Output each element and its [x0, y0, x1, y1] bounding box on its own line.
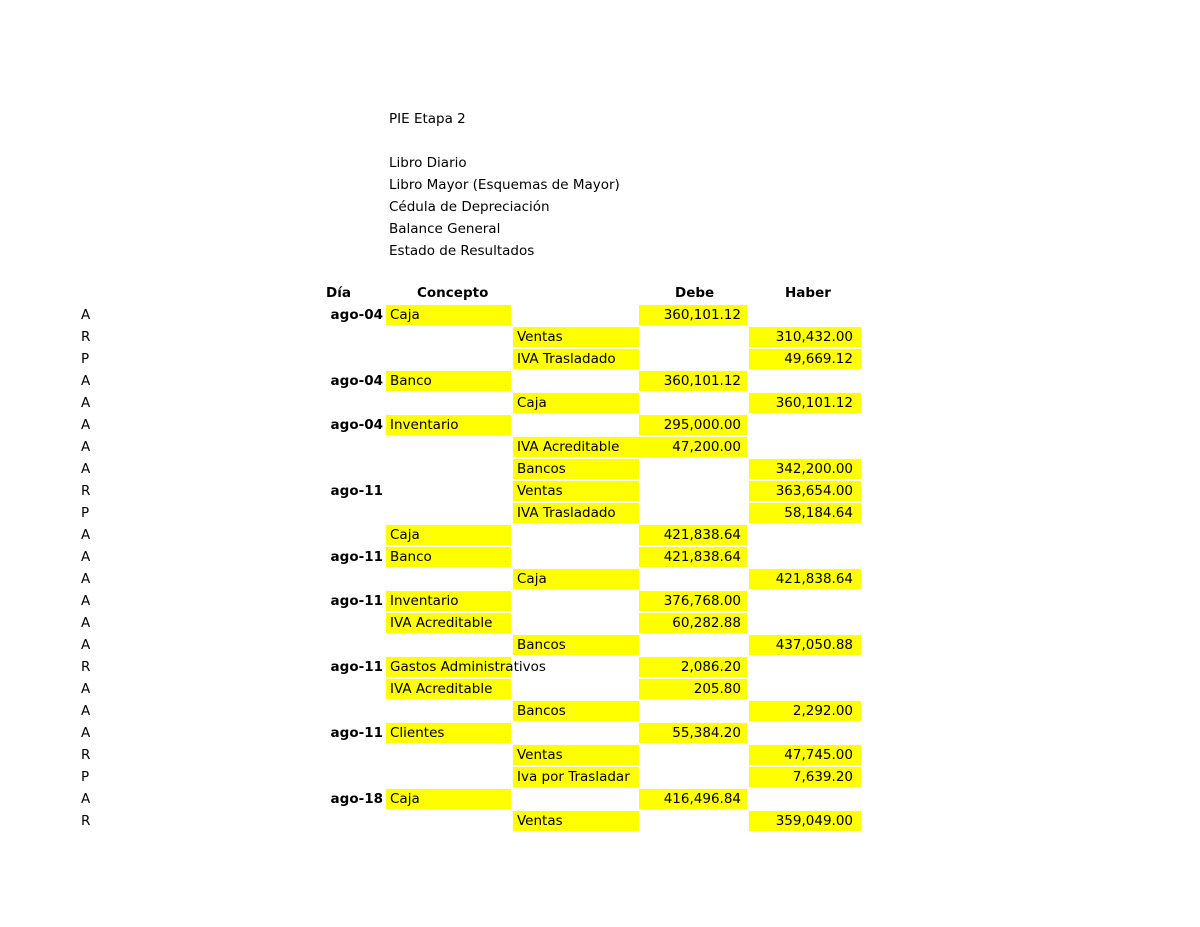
credit-cell — [749, 547, 861, 567]
concept-cell: Caja — [386, 789, 511, 809]
account-type-code: P — [81, 351, 90, 367]
account-type-code: R — [81, 813, 91, 829]
account-type-code: R — [81, 329, 91, 345]
concept-cell — [386, 437, 511, 457]
account-type-code: A — [81, 439, 91, 455]
concept-cell — [386, 767, 511, 787]
debit-cell — [639, 393, 747, 413]
debit-cell: 421,838.64 — [639, 525, 747, 545]
debit-cell — [639, 811, 747, 831]
debit-cell: 47,200.00 — [639, 437, 747, 457]
date-cell — [300, 811, 383, 831]
credit-cell: 2,292.00 — [749, 701, 861, 721]
date-cell — [300, 701, 383, 721]
date-cell: ago-18 — [330, 791, 383, 807]
concept-cell — [386, 811, 511, 831]
table-row — [0, 811, 1200, 833]
sub-account-cell: Ventas — [513, 811, 639, 831]
concept-cell — [386, 635, 511, 655]
document-title: PIE Etapa 2 — [389, 111, 466, 127]
sub-account-cell — [513, 657, 639, 677]
sub-account-cell — [513, 789, 639, 809]
date-cell — [300, 679, 383, 699]
date-cell — [300, 525, 383, 545]
debit-cell: 416,496.84 — [639, 789, 747, 809]
sub-account-cell — [513, 525, 639, 545]
debit-cell — [639, 459, 747, 479]
account-type-code: R — [81, 659, 91, 675]
concept-cell: Banco — [386, 547, 511, 567]
concept-cell — [386, 569, 511, 589]
journal-table — [0, 305, 1200, 833]
sub-account-cell: Caja — [513, 393, 639, 413]
credit-cell — [749, 437, 861, 457]
table-row — [0, 701, 1200, 723]
debit-cell: 205.80 — [639, 679, 747, 699]
date-cell — [300, 745, 383, 765]
concept-cell — [386, 349, 511, 369]
account-type-code: A — [81, 681, 91, 697]
table-row — [0, 415, 1200, 437]
account-type-code: A — [81, 395, 91, 411]
credit-cell — [749, 789, 861, 809]
debit-cell — [639, 503, 747, 523]
account-type-code: A — [81, 373, 91, 389]
table-row — [0, 503, 1200, 525]
sub-account-cell — [513, 679, 639, 699]
date-cell — [300, 393, 383, 413]
account-type-code: R — [81, 747, 91, 763]
date-cell — [300, 327, 383, 347]
column-header-concepto: Concepto — [417, 285, 489, 301]
sub-account-cell: IVA Acreditable — [513, 437, 639, 457]
account-type-code: A — [81, 527, 91, 543]
debit-cell — [639, 701, 747, 721]
section-item: Libro Diario — [389, 155, 467, 171]
concept-cell: IVA Acreditable — [386, 679, 511, 699]
debit-cell — [639, 569, 747, 589]
credit-cell — [749, 657, 861, 677]
section-item: Balance General — [389, 221, 501, 237]
concept-cell — [386, 701, 511, 721]
column-header-debe: Debe — [675, 285, 715, 301]
debit-cell — [639, 635, 747, 655]
sub-account-cell: Bancos — [513, 635, 639, 655]
sub-account-cell — [513, 723, 639, 743]
concept-cell: IVA Acreditable — [386, 613, 511, 633]
table-row — [0, 569, 1200, 591]
concept-cell: Inventario — [386, 591, 511, 611]
credit-cell — [749, 723, 861, 743]
table-row — [0, 745, 1200, 767]
account-type-code: A — [81, 615, 91, 631]
debit-cell — [639, 327, 747, 347]
table-row — [0, 547, 1200, 569]
credit-cell — [749, 525, 861, 545]
table-row — [0, 459, 1200, 481]
concept-cell — [386, 327, 511, 347]
section-item: Estado de Resultados — [389, 243, 535, 259]
account-type-code: A — [81, 549, 91, 565]
document-header — [389, 108, 620, 262]
concept-cell — [386, 481, 511, 501]
concept-cell — [386, 459, 511, 479]
account-type-code: A — [81, 307, 91, 323]
sub-account-cell: Bancos — [513, 459, 639, 479]
sub-account-cell — [513, 613, 639, 633]
sub-account-cell: IVA Trasladado — [513, 503, 639, 523]
credit-cell: 342,200.00 — [749, 459, 861, 479]
credit-cell: 359,049.00 — [749, 811, 861, 831]
date-cell: ago-11 — [330, 659, 383, 675]
concept-cell: Clientes — [386, 723, 511, 743]
concept-cell: Caja — [386, 525, 511, 545]
concept-cell — [386, 393, 511, 413]
credit-cell: 310,432.00 — [749, 327, 861, 347]
sub-account-cell: Bancos — [513, 701, 639, 721]
table-row — [0, 305, 1200, 327]
date-cell: ago-04 — [330, 373, 383, 389]
table-row — [0, 591, 1200, 613]
account-type-code: A — [81, 703, 91, 719]
concept-cell: Banco — [386, 371, 511, 391]
account-type-code: P — [81, 769, 90, 785]
debit-cell: 55,384.20 — [639, 723, 747, 743]
concept-cell: Caja — [386, 305, 511, 325]
column-header-dia: Día — [326, 285, 351, 301]
credit-cell: 7,639.20 — [749, 767, 861, 787]
table-row — [0, 393, 1200, 415]
debit-cell: 2,086.20 — [639, 657, 747, 677]
sub-account-cell: Ventas — [513, 745, 639, 765]
table-row — [0, 723, 1200, 745]
credit-cell — [749, 613, 861, 633]
debit-cell: 295,000.00 — [639, 415, 747, 435]
date-cell: ago-11 — [330, 593, 383, 609]
section-item: Libro Mayor (Esquemas de Mayor) — [389, 177, 620, 193]
account-type-code: A — [81, 461, 91, 477]
date-cell: ago-11 — [330, 549, 383, 565]
debit-cell — [639, 767, 747, 787]
credit-cell — [749, 591, 861, 611]
date-cell — [300, 635, 383, 655]
debit-cell: 360,101.12 — [639, 371, 747, 391]
account-type-code: A — [81, 417, 91, 433]
date-cell: ago-11 — [330, 483, 383, 499]
credit-cell: 47,745.00 — [749, 745, 861, 765]
concept-cell: Gastos Administrativos — [386, 657, 511, 677]
table-row — [0, 789, 1200, 811]
credit-cell: 58,184.64 — [749, 503, 861, 523]
debit-cell — [639, 745, 747, 765]
credit-cell: 363,654.00 — [749, 481, 861, 501]
account-type-code: A — [81, 593, 91, 609]
sub-account-cell: Ventas — [513, 481, 639, 501]
table-row — [0, 657, 1200, 679]
date-cell — [300, 503, 383, 523]
date-cell: ago-11 — [330, 725, 383, 741]
concept-cell: Inventario — [386, 415, 511, 435]
account-type-code: A — [81, 725, 91, 741]
credit-cell — [749, 305, 861, 325]
sub-account-cell — [513, 415, 639, 435]
sub-account-cell: Ventas — [513, 327, 639, 347]
date-cell: ago-04 — [330, 307, 383, 323]
account-type-code: A — [81, 637, 91, 653]
table-row — [0, 349, 1200, 371]
table-row — [0, 613, 1200, 635]
sub-account-cell: IVA Trasladado — [513, 349, 639, 369]
table-row — [0, 437, 1200, 459]
account-type-code: P — [81, 505, 90, 521]
credit-cell: 360,101.12 — [749, 393, 861, 413]
spacer — [389, 130, 620, 152]
table-row — [0, 525, 1200, 547]
concept-cell — [386, 745, 511, 765]
date-cell — [300, 767, 383, 787]
debit-cell: 376,768.00 — [639, 591, 747, 611]
table-row — [0, 635, 1200, 657]
sub-account-cell — [513, 371, 639, 391]
section-item: Cédula de Depreciación — [389, 199, 550, 215]
account-type-code: R — [81, 483, 91, 499]
date-cell — [300, 569, 383, 589]
debit-cell: 360,101.12 — [639, 305, 747, 325]
debit-cell: 60,282.88 — [639, 613, 747, 633]
date-cell — [300, 613, 383, 633]
table-row — [0, 767, 1200, 789]
table-row — [0, 481, 1200, 503]
account-type-code: A — [81, 791, 91, 807]
credit-cell — [749, 415, 861, 435]
table-row — [0, 679, 1200, 701]
sub-account-cell: Caja — [513, 569, 639, 589]
credit-cell: 437,050.88 — [749, 635, 861, 655]
sub-account-cell — [513, 591, 639, 611]
date-cell — [300, 437, 383, 457]
debit-cell — [639, 481, 747, 501]
column-header-haber: Haber — [785, 285, 831, 301]
debit-cell: 421,838.64 — [639, 547, 747, 567]
debit-cell — [639, 349, 747, 369]
sub-account-cell: Iva por Trasladar — [513, 767, 639, 787]
date-cell — [300, 459, 383, 479]
sub-account-cell — [513, 305, 639, 325]
table-row — [0, 371, 1200, 393]
date-cell — [300, 349, 383, 369]
account-type-code: A — [81, 571, 91, 587]
credit-cell — [749, 371, 861, 391]
date-cell: ago-04 — [330, 417, 383, 433]
credit-cell — [749, 679, 861, 699]
sub-account-cell — [513, 547, 639, 567]
table-row — [0, 327, 1200, 349]
credit-cell: 49,669.12 — [749, 349, 861, 369]
concept-cell — [386, 503, 511, 523]
credit-cell: 421,838.64 — [749, 569, 861, 589]
